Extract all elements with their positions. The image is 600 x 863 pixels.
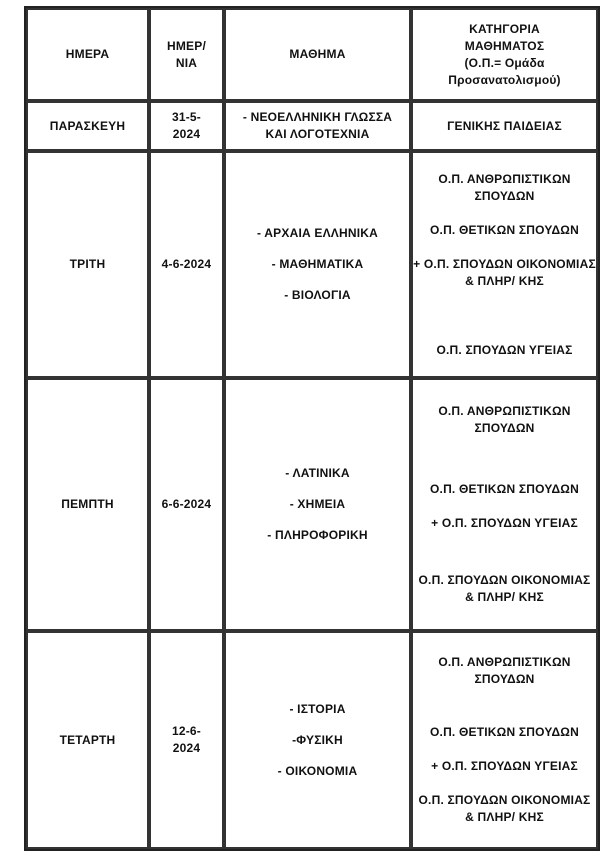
row-categories [411, 631, 598, 849]
table-row [26, 378, 598, 631]
row-subjects [224, 151, 411, 378]
category-item: ΓΕΝΙΚΗΣ ΠΑΙΔΕΙΑΣ [447, 118, 562, 133]
table-row [26, 101, 598, 151]
header-date-line1: ΗΜΕΡ/ [166, 38, 206, 53]
subject-item: - ΑΡΧΑΙΑ ΕΛΛΗΝΙΚΑ [257, 226, 378, 240]
category-item: + Ο.Π. ΣΠΟΥΔΩΝ ΥΓΕΙΑΣ [431, 759, 578, 773]
subject-item: - ΜΑΘΗΜΑΤΙΚΑ [271, 257, 364, 271]
category-item: Ο.Π. ΑΝΘΡΩΠΙΣΤΙΚΩΝ ΣΠΟΥΔΩΝ [438, 404, 571, 435]
header-category [411, 8, 598, 101]
row-categories [411, 101, 598, 151]
row-date-line1: 31-5- [171, 110, 201, 124]
subject-item: - ΛΑΤΙΝΙΚΑ [285, 466, 350, 480]
row-date [149, 101, 224, 151]
category-item: Ο.Π. ΘΕΤΙΚΩΝ ΣΠΟΥΔΩΝ [430, 222, 579, 237]
header-subject-label: ΜΑΘΗΜΑ [289, 47, 346, 61]
row-date-line1: 4-6-2024 [161, 257, 212, 271]
header-date-line2: ΝΙΑ [175, 55, 198, 70]
table-row [26, 631, 598, 849]
category-item: Ο.Π. ΣΠΟΥΔΩΝ ΥΓΕΙΑΣ [436, 342, 573, 357]
row-date-line1: 6-6-2024 [161, 497, 212, 511]
subject-item: - ΟΙΚΟΝΟΜΙΑ [277, 763, 358, 778]
row-date [149, 378, 224, 631]
row-date [149, 631, 224, 849]
header-day-label: ΗΜΕΡΑ [65, 47, 110, 61]
row-day [26, 378, 149, 631]
row-day-label: ΠΕΜΠΤΗ [61, 497, 114, 511]
row-date-line2: 2024 [172, 127, 201, 141]
row-day-label: ΠΑΡΑΣΚΕΥΗ [49, 118, 126, 133]
subject-item: - ΝΕΟΕΛΛΗΝΙΚΗ ΓΛΩΣΣΑ [242, 110, 393, 124]
header-day [26, 8, 149, 101]
row-date [149, 151, 224, 378]
category-item: Ο.Π. ΣΠΟΥΔΩΝ ΟΙΚΟΝΟΜΙΑΣ & ΠΛΗΡ/ ΚΗΣ [418, 793, 591, 824]
category-item: Ο.Π. ΘΕΤΙΚΩΝ ΣΠΟΥΔΩΝ [430, 725, 579, 739]
row-date-line1: 12-6- [171, 724, 201, 738]
row-day-label: ΤΕΤΑΡΤΗ [59, 732, 116, 747]
exam-schedule-table [24, 6, 600, 851]
row-day [26, 101, 149, 151]
subject-item: -ΦΥΣΙΚΗ [292, 732, 343, 747]
row-subjects [224, 378, 411, 631]
category-item: Ο.Π. ΘΕΤΙΚΩΝ ΣΠΟΥΔΩΝ [430, 482, 579, 496]
header-category-line4: Προσανατολισμού) [448, 72, 561, 87]
subject-item: - ΧΗΜΕΙΑ [289, 497, 346, 511]
category-item: + Ο.Π. ΣΠΟΥΔΩΝ ΥΓΕΙΑΣ [431, 516, 578, 530]
category-item: Ο.Π. ΑΝΘΡΩΠΙΣΤΙΚΩΝ ΣΠΟΥΔΩΝ [438, 655, 571, 686]
row-date-line2: 2024 [172, 741, 201, 755]
subject-item: - ΠΛΗΡΟΦΟΡΙΚΗ [267, 528, 368, 542]
header-subject [224, 8, 411, 101]
row-categories [411, 151, 598, 378]
row-day-label: ΤΡΙΤΗ [69, 257, 106, 271]
header-date [149, 8, 224, 101]
category-item: Ο.Π. ΣΠΟΥΔΩΝ ΟΙΚΟΝΟΜΙΑΣ & ΠΛΗΡ/ ΚΗΣ [418, 573, 591, 604]
table-header-row [26, 8, 598, 101]
subject-item: - ΒΙΟΛΟΓΙΑ [284, 288, 351, 302]
table-row [26, 151, 598, 378]
subject-item: - ΙΣΤΟΡΙΑ [289, 701, 346, 716]
row-subjects [224, 631, 411, 849]
row-day [26, 151, 149, 378]
header-category-line3: (Ο.Π.= Ομάδα [464, 55, 545, 70]
category-item: Ο.Π. ΑΝΘΡΩΠΙΣΤΙΚΩΝ ΣΠΟΥΔΩΝ [438, 171, 571, 203]
category-item: + Ο.Π. ΣΠΟΥΔΩΝ ΟΙΚΟΝΟΜΙΑΣ & ΠΛΗΡ/ ΚΗΣ [413, 256, 596, 288]
row-categories [411, 378, 598, 631]
header-category-line1: ΚΑΤΗΓΟΡΙΑ [469, 21, 540, 36]
header-category-line2: ΜΑΘΗΜΑΤΟΣ [464, 38, 545, 53]
row-day [26, 631, 149, 849]
subject-item: ΚΑΙ ΛΟΓΟΤΕΧΝΙΑ [265, 127, 370, 141]
row-subjects [224, 101, 411, 151]
